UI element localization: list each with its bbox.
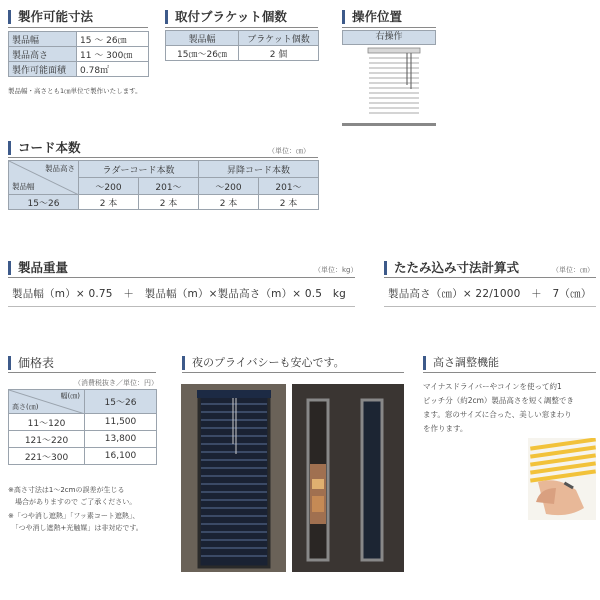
cord-corner-top: 製品高さ	[45, 164, 75, 173]
cord-value: 2 本	[79, 195, 139, 210]
price-tax-note: （消費税抜き／単位：円）	[74, 379, 158, 387]
price-value: 11,500	[85, 414, 157, 431]
price-corner-bottom: 高さ(㎝)	[12, 403, 39, 411]
size-row-label: 製作可能面積	[9, 62, 77, 77]
cord-group-header: ラダーコード本数	[79, 161, 199, 178]
cord-unit: （単位：㎝）	[268, 147, 310, 155]
window-night-photo-icon	[292, 384, 404, 572]
cord-sub-header: ～200	[199, 178, 259, 195]
section-divider	[182, 372, 404, 373]
price-range: 121～220	[9, 431, 85, 448]
table-row	[9, 390, 157, 414]
section-divider	[8, 27, 148, 28]
cord-value: 2 本	[259, 195, 319, 210]
size-table	[8, 31, 149, 77]
price-range: 221～300	[9, 448, 85, 465]
table-row	[9, 32, 149, 47]
size-row-label: 製品幅	[9, 32, 77, 47]
table-row	[9, 47, 149, 62]
size-section-title: 製作可能寸法	[8, 10, 93, 24]
price-table	[8, 389, 157, 465]
cord-sub-header: ～200	[79, 178, 139, 195]
cord-section-title: コード本数	[8, 141, 81, 155]
cord-row-label: 15～26	[9, 195, 79, 210]
section-divider	[423, 372, 596, 373]
bracket-section-title: 取付ブラケット個数	[165, 10, 287, 24]
height-adjust-image	[528, 438, 596, 520]
fold-formula: 製品高さ（㎝）× 22/1000 ＋ 7（㎝）	[388, 288, 592, 300]
height-description	[423, 380, 574, 436]
blind-right-operation-icon	[342, 45, 436, 130]
closed-blind-photo-icon	[181, 384, 286, 572]
section-divider	[8, 277, 355, 278]
fold-unit: （単位：㎝）	[552, 266, 594, 274]
cord-corner-cell	[9, 161, 79, 195]
table-row	[9, 448, 157, 465]
size-note: 製品幅・高さとも1㎝単位で製作いたします。	[8, 87, 142, 95]
height-section-title: 高さ調整機能	[423, 356, 499, 370]
blind-adjust-photo-icon	[528, 438, 596, 520]
weight-section-title: 製品重量	[8, 261, 68, 275]
size-row-value: 11 ～ 300㎝	[77, 47, 149, 62]
bracket-table	[165, 30, 319, 61]
table-row	[9, 431, 157, 448]
bracket-header: ブラケット個数	[239, 31, 319, 46]
bracket-width: 15㎝～26㎝	[166, 46, 239, 61]
price-col-header: 15～26	[85, 390, 157, 414]
height-description-line: ピッチ分（約2cm）製品高さを短く調整でき	[423, 396, 574, 405]
price-notes	[8, 485, 143, 534]
height-description-line: を作ります。	[423, 424, 468, 433]
price-note-line: ※「つや消し遮熱」「フッ素コート遮熱」、	[8, 512, 140, 520]
section-divider	[342, 27, 436, 28]
night-window-open-image	[292, 384, 404, 572]
price-note-line: ※高さ寸法は1～2cmの誤差が生じる	[8, 486, 125, 494]
price-note-line: 場合がありますので ご了承ください。	[8, 497, 137, 506]
price-value: 16,100	[85, 448, 157, 465]
operation-diagram	[342, 45, 436, 130]
price-corner-cell	[9, 390, 85, 414]
weight-unit: （単位：kg）	[314, 266, 358, 274]
section-divider	[384, 277, 596, 278]
price-corner-top: 幅(㎝)	[60, 392, 80, 400]
size-row-value: 15 ～ 26㎝	[77, 32, 149, 47]
weight-formula: 製品幅（m）× 0.75 ＋ 製品幅（m）×製品高さ（m）× 0.5 kg	[12, 288, 346, 300]
cord-value: 2 本	[139, 195, 199, 210]
night-blind-closed-image	[181, 384, 286, 572]
cord-sub-header: 201～	[139, 178, 199, 195]
height-description-line: マイナスドライバーやコインを使って約1	[423, 382, 562, 391]
fold-section-title: たたみ込み寸法計算式	[384, 261, 519, 275]
price-value: 13,800	[85, 431, 157, 448]
section-divider	[384, 306, 596, 307]
size-row-label: 製品高さ	[9, 47, 77, 62]
table-row	[166, 46, 319, 61]
price-note-line: 「つや消し遮熱+光触媒」は非対応です。	[8, 523, 143, 532]
section-divider	[8, 372, 156, 373]
privacy-section-title: 夜のプライバシーも安心です。	[182, 356, 345, 370]
size-row-value: 0.78㎡	[77, 62, 149, 77]
bracket-count: 2 個	[239, 46, 319, 61]
section-divider	[165, 27, 318, 28]
price-range: 11～120	[9, 414, 85, 431]
price-section-title: 価格表	[8, 356, 54, 370]
operation-label: 右操作	[342, 30, 436, 45]
section-divider	[8, 306, 355, 307]
table-row	[9, 414, 157, 431]
cord-value: 2 本	[199, 195, 259, 210]
section-divider	[8, 157, 318, 158]
bracket-header: 製品幅	[166, 31, 239, 46]
cord-group-header: 昇降コード本数	[199, 161, 319, 178]
cord-sub-header: 201～	[259, 178, 319, 195]
table-row	[166, 31, 319, 46]
height-description-line: ます。窓のサイズに合った、美しい窓まわり	[423, 410, 572, 419]
table-row	[9, 62, 149, 77]
cord-table	[8, 160, 319, 210]
operation-section-title: 操作位置	[342, 10, 402, 24]
table-row	[9, 195, 319, 210]
cord-corner-bottom: 製品幅	[12, 182, 35, 191]
table-row	[9, 161, 319, 178]
